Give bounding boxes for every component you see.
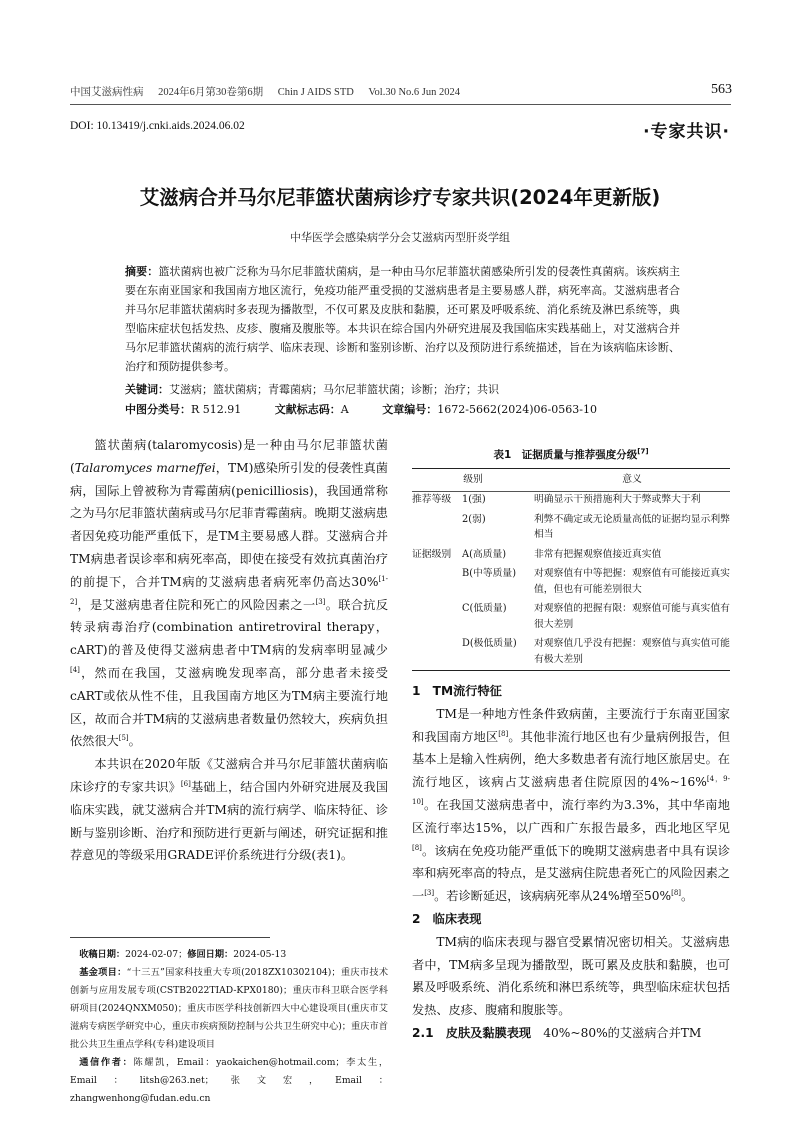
section-label: ·专家共识· bbox=[643, 122, 730, 142]
table-cell-group bbox=[412, 636, 462, 667]
table-row bbox=[412, 565, 730, 600]
table-header-cell: 意义 bbox=[622, 474, 642, 485]
running-header bbox=[70, 84, 472, 99]
article-number-value: 1672-5662(2024)06-0563-10 bbox=[437, 403, 597, 416]
table-row bbox=[412, 635, 730, 670]
table-cell-meaning: 对观察值几乎没有把握：观察值与真实值可能有极大差别 bbox=[534, 638, 730, 665]
clc-label: 中图分类号： bbox=[125, 403, 191, 416]
table-cell-meaning: 非常有把握观察值接近真实值 bbox=[534, 548, 662, 560]
paragraph: TM是一种地方性条件致病菌，主要流行于东南亚国家和我国南方地区[8]。其他非流行地区也有少量病例报告，但基本上是输入性病例，绝大多数患者有流行地区旅居史。在流行地区，该病占艾滋病患者住院原因的4%~16%[4，9-10]。在我国艾滋病患者中，流行率约为3.3%，其中华南地区流行率达15%，以广西和广东报告最多，西北地区罕见[8]。该病在免疫功能严重低下的晚期艾滋病患者中具有误诊率和病死率高的特点，是艾滋病住院患者死亡的风险因素之一[3]。若诊断延迟，该病病死率从24%增至50%[8]。 bbox=[412, 706, 731, 904]
table-cell-meaning: 对观察值有中等把握：观察值有可能接近真实值，但也有可能差别很大 bbox=[534, 568, 730, 595]
table-body bbox=[412, 491, 730, 670]
paragraph: 本共识在2020年版《艾滋病合并马尔尼菲篮状菌病临床诊疗的专家共识》[6]基础上，结合国内外研究进展及我国临床实践，就艾滋病合并TM病的流行病学、临床特征、诊断与鉴别诊断、治疗和预防进行更新与阐述，研究证据和推荐意见的等级采用GRADE评价系统进行分级(表1)。 bbox=[70, 757, 389, 863]
paragraph: 40%~80%的艾滋病合并TM bbox=[543, 1025, 702, 1040]
citation: [7] bbox=[637, 447, 649, 456]
table-cell-meaning: 对观察值的把握有限：观察值可能与真实值有很大差别 bbox=[534, 603, 730, 630]
table-cell-group bbox=[412, 566, 462, 597]
citation: [8] bbox=[498, 729, 509, 738]
footnote: 收稿日期：2024-02-07；修回日期：2024-05-13 基金项目：“十三五”国家科技重大专项(2018ZX10302104)；重庆市技术创新与应用发展专项(CSTB2022TIAD-KPX0180)；重庆市科卫联合医学科研项目(2024QNXM050)；重庆市医学科技创新四大中心建设项目(重庆市艾滋病专病医学研究中心，重庆市疾病预防控制与公共卫生研究中心)；重庆市首批公共卫生重点学科(专科)建设项目 通信作者：陈耀凯，Email：yaokaichen@hotmail.com；李太生，Email：litsh@263.net；张文宏，Email：zhangwenhong@fudan.edu.cn bbox=[70, 949, 389, 1104]
table-cell-group: 证据级别 bbox=[412, 548, 452, 560]
paragraph: TM病的临床表现与器官受累情况密切相关。艾滋病患者中，TM病多呈现为播散型，既可累及皮肤和黏膜，也可累及呼吸系统、消化系统和淋巴系统等，典型临床症状包括发热、皮疹、腹痛和腹胀等。 bbox=[412, 934, 730, 1018]
table-header bbox=[412, 469, 730, 491]
table-cell-meaning: 明确显示干预措施利大于弊或弊大于利 bbox=[534, 494, 701, 505]
table-row bbox=[412, 491, 730, 511]
doc-code-value: A bbox=[340, 403, 349, 416]
citation: [8] bbox=[412, 843, 422, 852]
body-right-column bbox=[412, 680, 730, 1045]
table-cell-level: A(高质量) bbox=[462, 548, 507, 560]
journal-name-en: Chin J AIDS STD bbox=[277, 87, 354, 98]
doi: DOI: 10.13419/j.cnki.aids.2024.06.02 bbox=[70, 120, 245, 132]
citation: [6] bbox=[180, 779, 191, 788]
citation: [4] bbox=[70, 665, 80, 674]
table-row bbox=[412, 511, 730, 546]
citation: [3] bbox=[315, 597, 326, 606]
table-cell-group bbox=[412, 601, 462, 632]
table-cell-level: 2(弱) bbox=[462, 513, 486, 525]
abstract-label: 摘要： bbox=[125, 265, 159, 278]
table-cell-level: B(中等质量) bbox=[462, 568, 517, 579]
citation: [3] bbox=[424, 889, 435, 898]
keywords bbox=[125, 381, 685, 397]
article-number-label: 文章编号： bbox=[382, 403, 438, 416]
authors: 中华医学会感染病学分会艾滋病丙型肝炎学组 bbox=[290, 231, 510, 244]
abstract-text: 篮状菌病也被广泛称为马尔尼菲篮状菌病，是一种由马尔尼菲篮状菌感染所引发的侵袭性真菌病。该疾病主要在东南亚国家和我国南方地区流行，免疫功能严重受损的艾滋病患者是主要易感人群，病死率高。艾滋病患者合并马尔尼菲篮状菌病时多表现为播散型，不仅可累及皮肤和黏膜，还可累及呼吸系统、消化系统及淋巴系统等，典型临床症状包括发热、皮疹、腹痛及腹胀等。本共识在综合国内外研究进展及我国临床实践基础上，对艾滋病合并马尔尼菲篮状菌病的流行病学、临床表现、诊断和鉴别诊断、治疗以及预防进行系统描述，旨在为该病临床诊断、治疗和预防提供参考。 bbox=[125, 265, 681, 373]
species-name: Talaromyces marneffei bbox=[74, 460, 216, 475]
table-cell-group bbox=[412, 512, 462, 543]
table-cell-level: 1(强) bbox=[462, 494, 486, 505]
header-rule bbox=[70, 104, 731, 105]
paragraph: 篮状菌病(talaromycosis)是一种由马尔尼菲篮状菌(Talaromyces marneffei，TM)感染所引发的侵袭性真菌病，国际上曾被称为青霉菌病(penicilliosis)，我国通常称之为马尔尼菲篮状菌病或马尔尼菲青霉菌病。晚期艾滋病患者因免疫功能严重低下，是TM主要易感人群。艾滋病合并TM病患者误诊率和病死率高，即使在接受有效抗真菌治疗的前提下，合并TM病的艾滋病患者病死率仍高达30%[1-2]，是艾滋病患者住院和死亡的风险因素之一[3]。联合抗反转录病毒治疗(combination antiretroviral therapy，cART)的普及使得艾滋病患者中TM病的发病率明显减少[4]，然而在我国，艾滋病晚发现率高，部分患者未接受cART或依从性不佳，且我国南方地区为TM病主要流行地区，故而合并TM病的艾滋病患者数量仍然较大，疾病负担依然很大[5]。 bbox=[70, 438, 389, 749]
citation: [4，9-10] bbox=[412, 775, 730, 806]
section-heading: 1 TM流行特征 bbox=[412, 684, 502, 698]
abstract bbox=[125, 262, 680, 376]
doc-code-label: 文献标志码： bbox=[274, 403, 341, 416]
keywords-text: 艾滋病；篮状菌病；青霉菌病；马尔尼菲篮状菌；诊断；治疗；共识 bbox=[169, 383, 499, 396]
table-header-cell: 级别 bbox=[463, 474, 483, 485]
issue-cn: 2024年6月第30卷第6期 bbox=[158, 87, 264, 98]
table-row bbox=[412, 600, 730, 635]
article-title: 艾滋病合并马尔尼菲篮状菌病诊疗专家共识(2024年更新版) bbox=[139, 186, 661, 209]
keywords-label: 关键词： bbox=[125, 383, 169, 396]
citation: [1-2] bbox=[70, 574, 388, 606]
footnote-rule bbox=[70, 937, 270, 938]
classification bbox=[125, 401, 685, 417]
table-cell-meaning: 利弊不确定或无论质量高低的证据均显示利弊相当 bbox=[534, 513, 730, 540]
table-cell-level: C(低质量) bbox=[462, 603, 507, 614]
journal-name-cn: 中国艾滋病性病 bbox=[70, 87, 144, 98]
issue-en: Vol.30 No.6 Jun 2024 bbox=[368, 87, 461, 98]
citation: [5] bbox=[118, 734, 129, 743]
clc-value: R 512.91 bbox=[191, 403, 242, 416]
table-caption: 表1 证据质量与推荐强度分级[7] bbox=[493, 447, 649, 461]
table-row bbox=[412, 546, 730, 566]
subsection-heading: 2.1 皮肤及黏膜表现 bbox=[412, 1025, 532, 1040]
table-cell-group: 推荐等级 bbox=[412, 494, 452, 505]
table-cell-level: D(极低质量) bbox=[462, 638, 517, 649]
page-number: 563 bbox=[711, 82, 732, 97]
section-heading: 2 临床表现 bbox=[412, 911, 482, 926]
citation: [8] bbox=[671, 889, 682, 898]
body-left-column bbox=[70, 434, 388, 867]
evidence-table bbox=[412, 468, 730, 671]
